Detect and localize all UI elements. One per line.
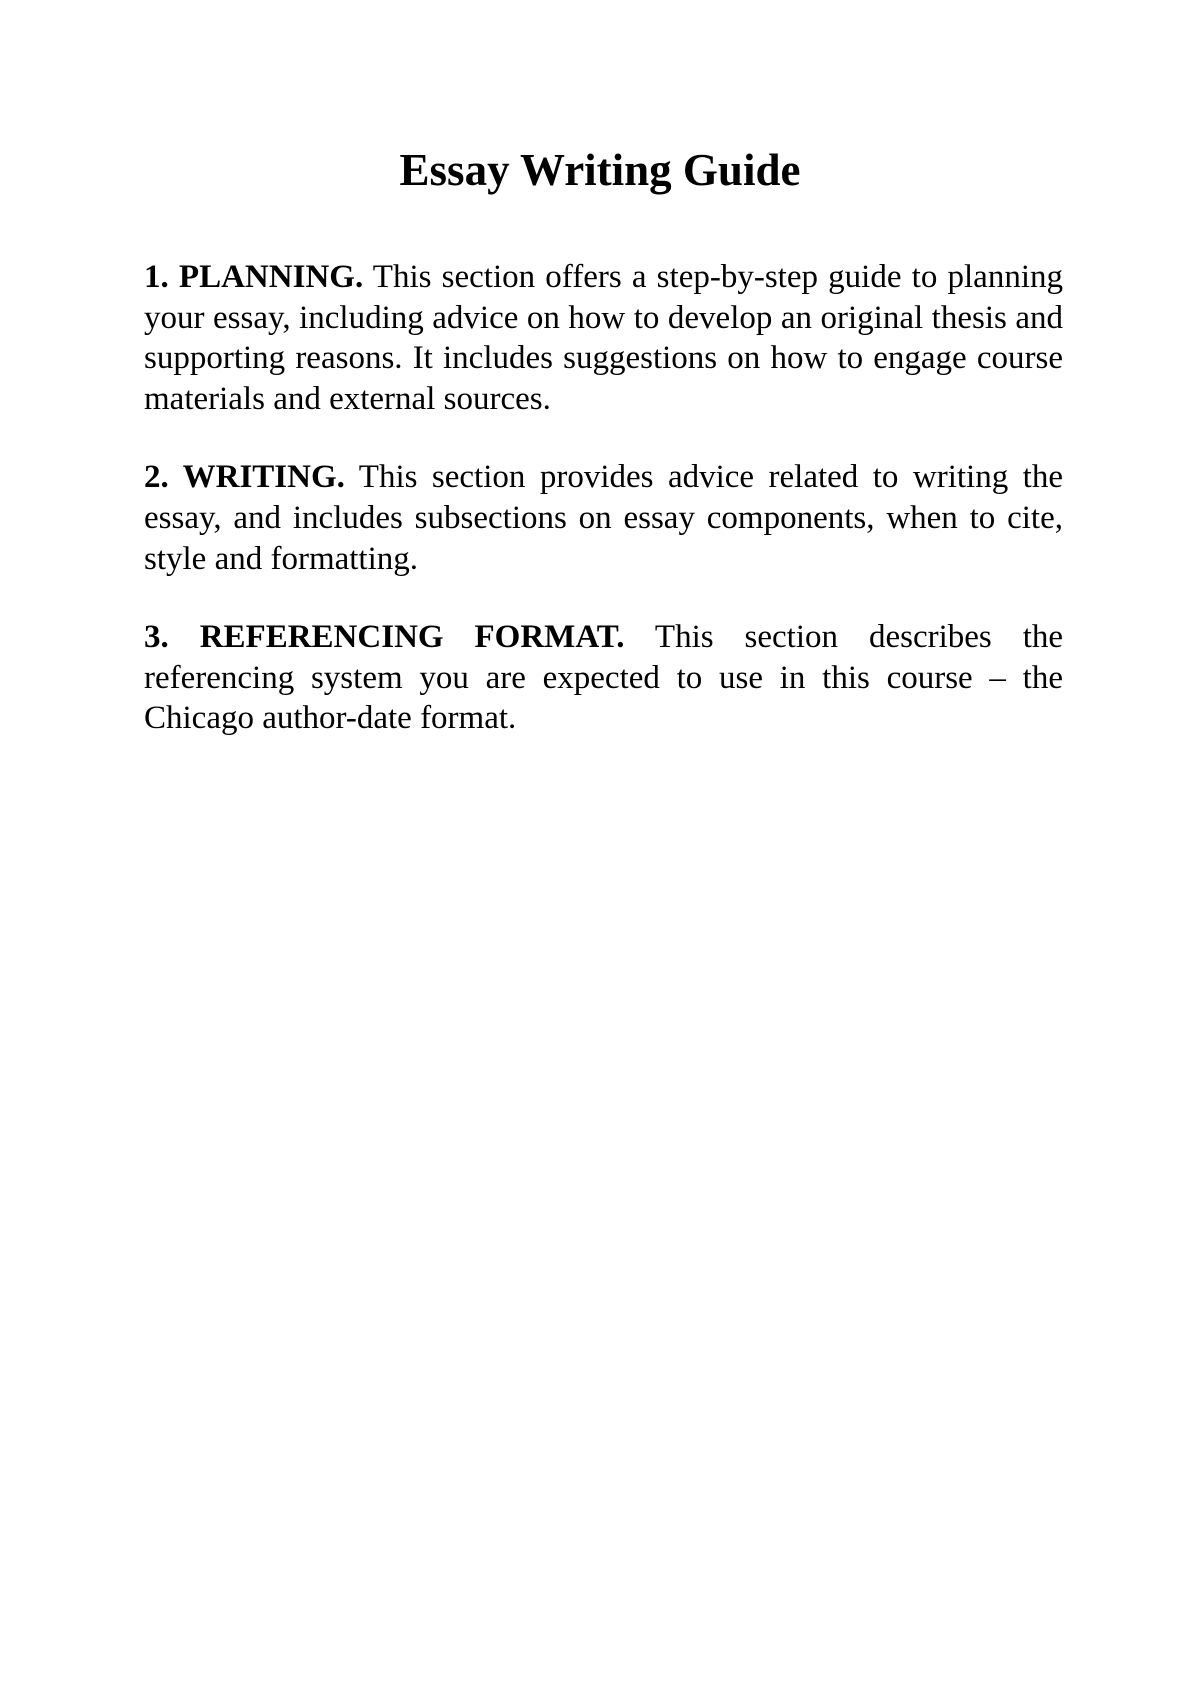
document-title: Essay Writing Guide bbox=[399, 145, 801, 195]
document-body bbox=[144, 257, 1063, 777]
section-referencing-format bbox=[144, 617, 1063, 739]
section-writing bbox=[144, 457, 1063, 579]
section-heading-planning: 1. PLANNING. bbox=[144, 259, 364, 295]
section-heading-referencing-format: 3. REFERENCING FORMAT. bbox=[144, 619, 625, 656]
section-body-referencing-format: This section describes the referencing system you are expected to use in this course – the Chicago author-date format. bbox=[144, 619, 1064, 737]
section-body-writing: This section provides advice related to writing the essay, and includes subsections on essay components, when to cite, style and formatting. bbox=[144, 459, 1064, 577]
section-planning bbox=[144, 257, 1063, 419]
section-body-planning: This section offers a step-by-step guide to planning your essay, including advice on how to develop an original thesis and supporting reasons. It includes suggestions on how to engage course materials and external sources. bbox=[144, 259, 1063, 417]
section-heading-writing: 2. WRITING. bbox=[144, 459, 345, 496]
